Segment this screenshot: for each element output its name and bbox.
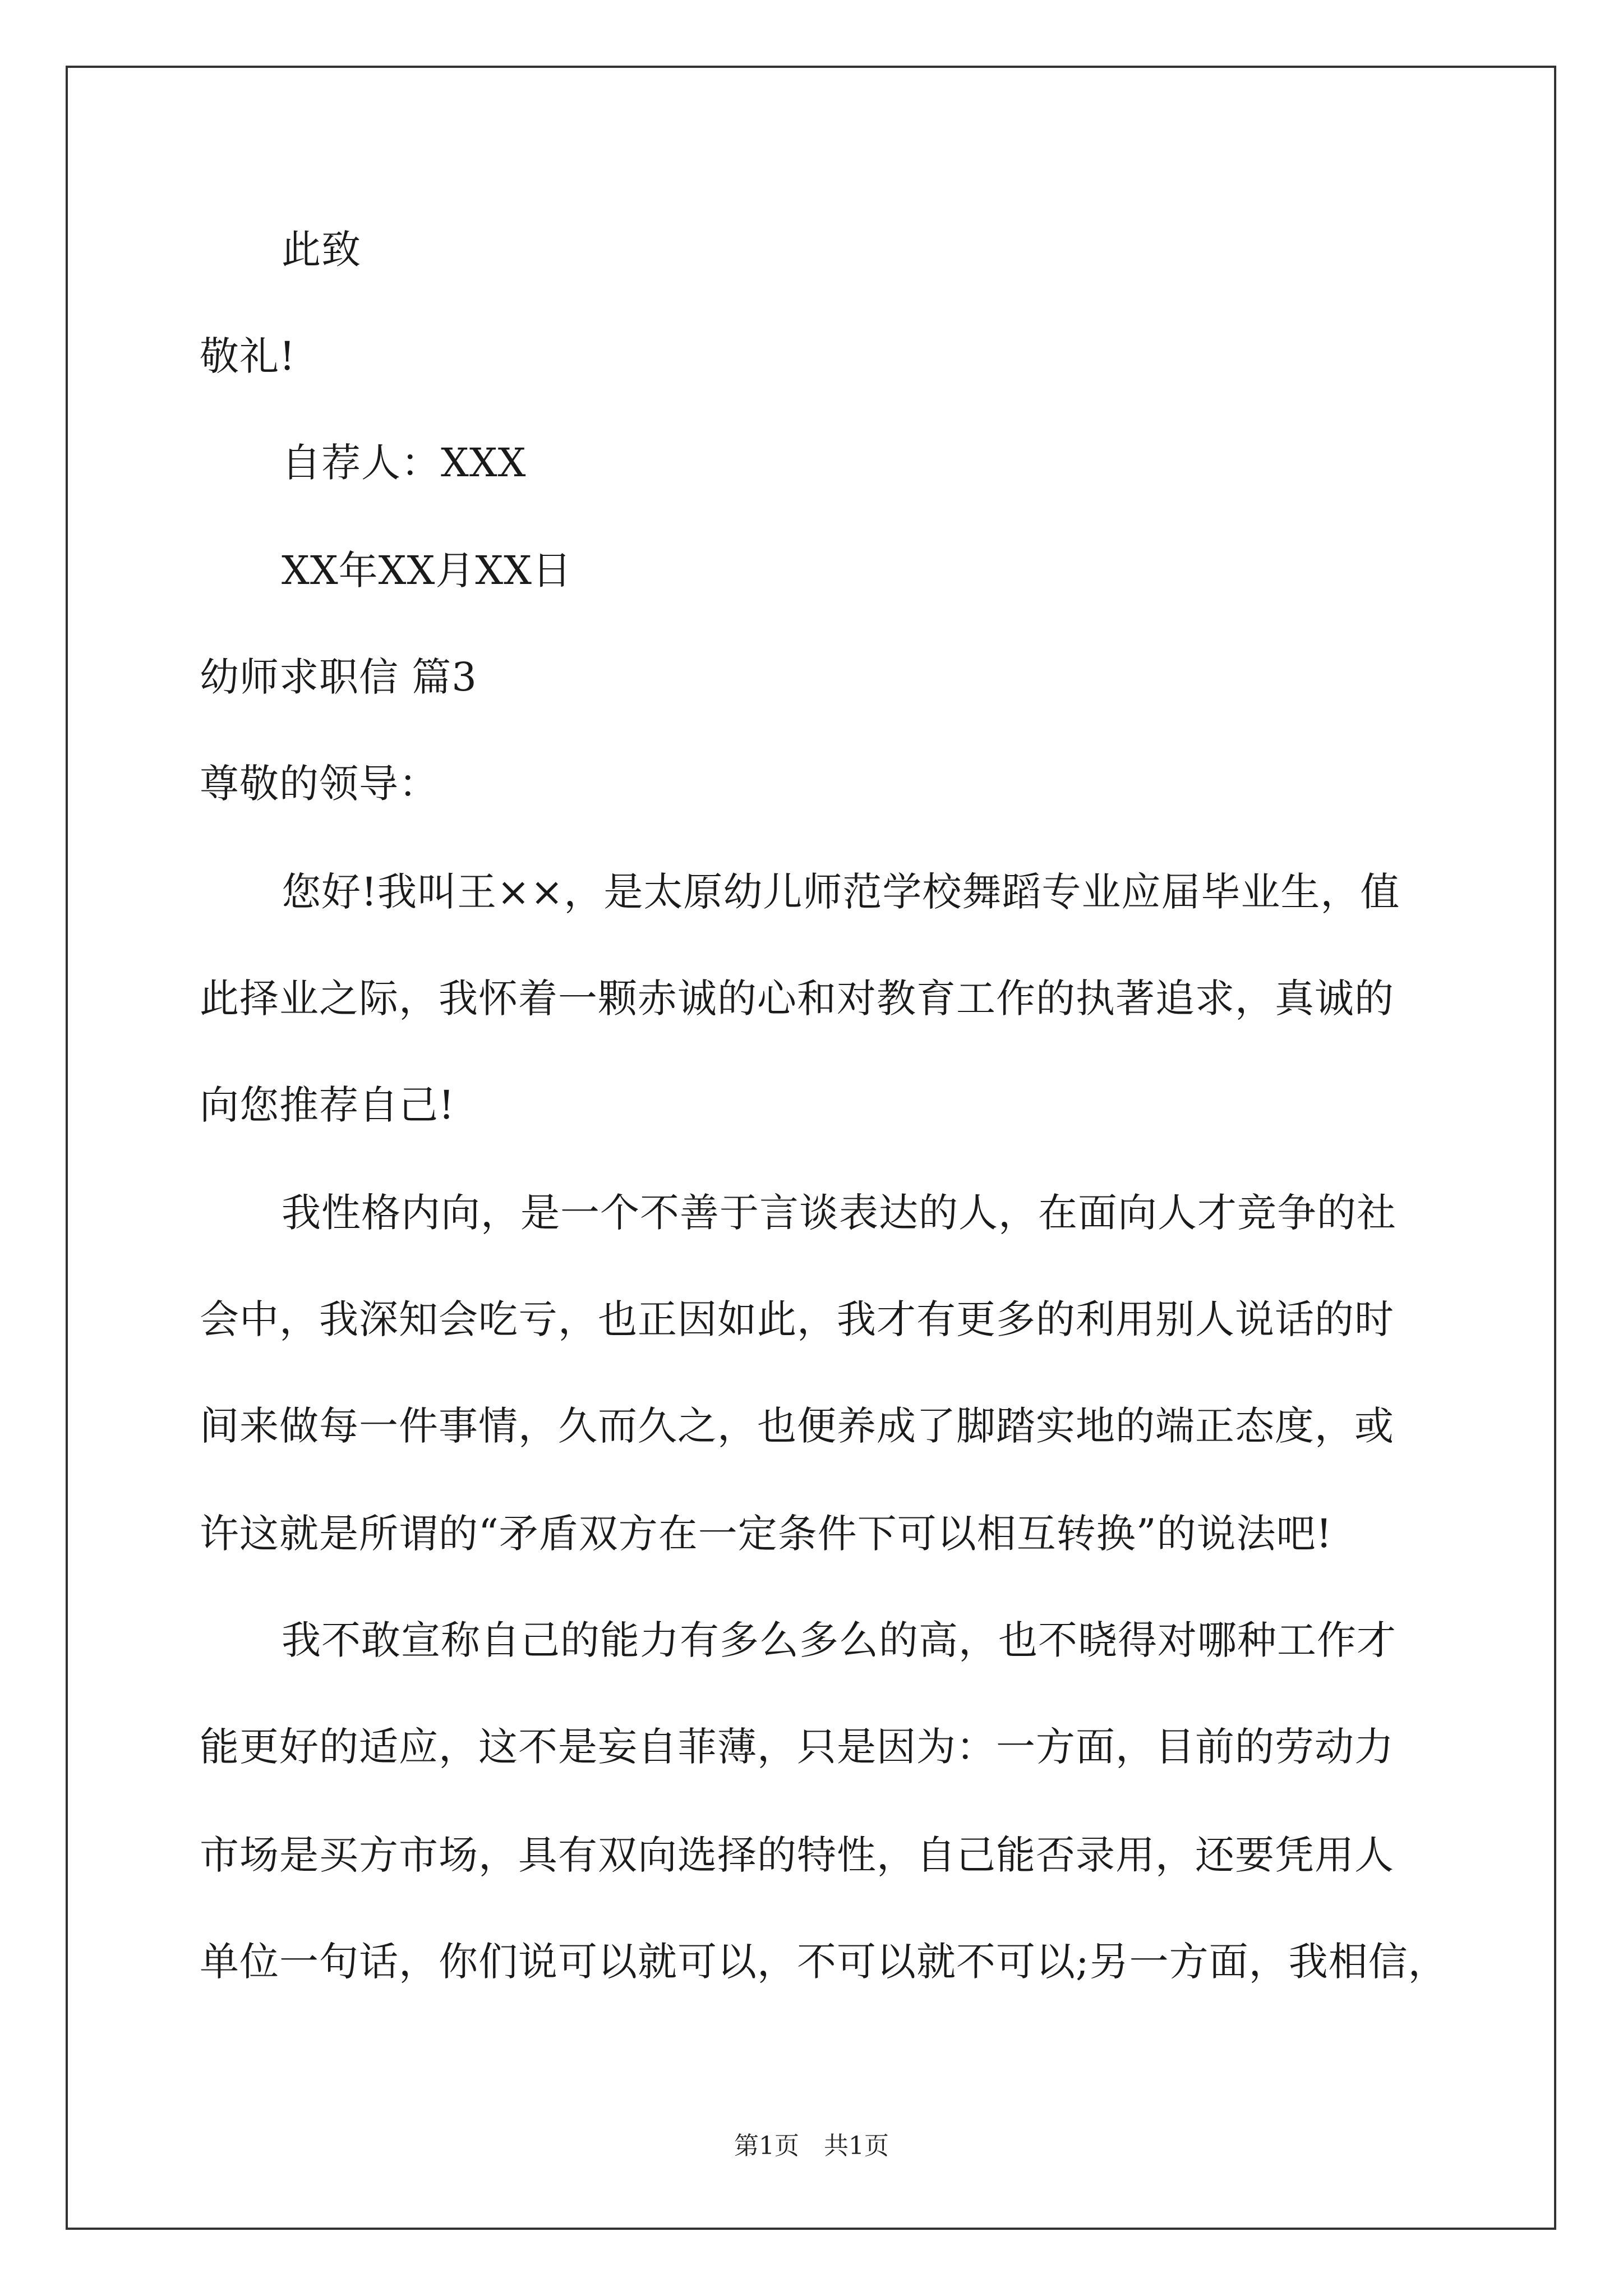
section-heading: 幼师求职信 篇3	[200, 654, 477, 700]
page-footer: 第1页 共1页	[734, 2132, 889, 2160]
paragraph-line: 向您推荐自己!	[200, 1082, 455, 1128]
paragraph-line: 会中，我深知会吃亏，也正因如此，我才有更多的利用别人说话的时	[200, 1296, 1394, 1342]
closing-regards: 敬礼!	[200, 333, 296, 379]
closing-salutation: 此致	[282, 227, 361, 273]
paragraph-line: 间来做每一件事情，久而久之，也便养成了脚踏实地的端正态度，或	[200, 1403, 1394, 1449]
signature-date: XX年XX月XX日	[282, 547, 573, 593]
page-border	[66, 66, 1556, 2230]
greeting: 尊敬的领导：	[200, 761, 439, 807]
paragraph-line: 我不敢宣称自己的能力有多么多么的高，也不晓得对哪种工作才	[282, 1617, 1396, 1663]
paragraph-line: 此择业之际，我怀着一颗赤诚的心和对教育工作的执著追求，真诚的	[200, 976, 1394, 1022]
signature: 自荐人：XXX	[282, 440, 527, 486]
paragraph-line: 单位一句话，你们说可以就可以，不可以就不可以;另一方面，我相信，	[200, 1939, 1448, 1985]
paragraph-line: 我性格内向，是一个不善于言谈表达的人，在面向人才竞争的社	[282, 1190, 1396, 1236]
paragraph-line: 市场是买方市场，具有双向选择的特性，自己能否录用，还要凭用人	[200, 1832, 1394, 1878]
paragraph-line: 您好!我叫王××，是太原幼儿师范学校舞蹈专业应届毕业生，值	[282, 869, 1400, 915]
paragraph-line: 许这就是所谓的“矛盾双方在一定条件下可以相互转换”的说法吧!	[200, 1511, 1332, 1557]
paragraph-line: 能更好的适应，这不是妄自菲薄，只是因为：一方面，目前的劳动力	[200, 1724, 1394, 1770]
